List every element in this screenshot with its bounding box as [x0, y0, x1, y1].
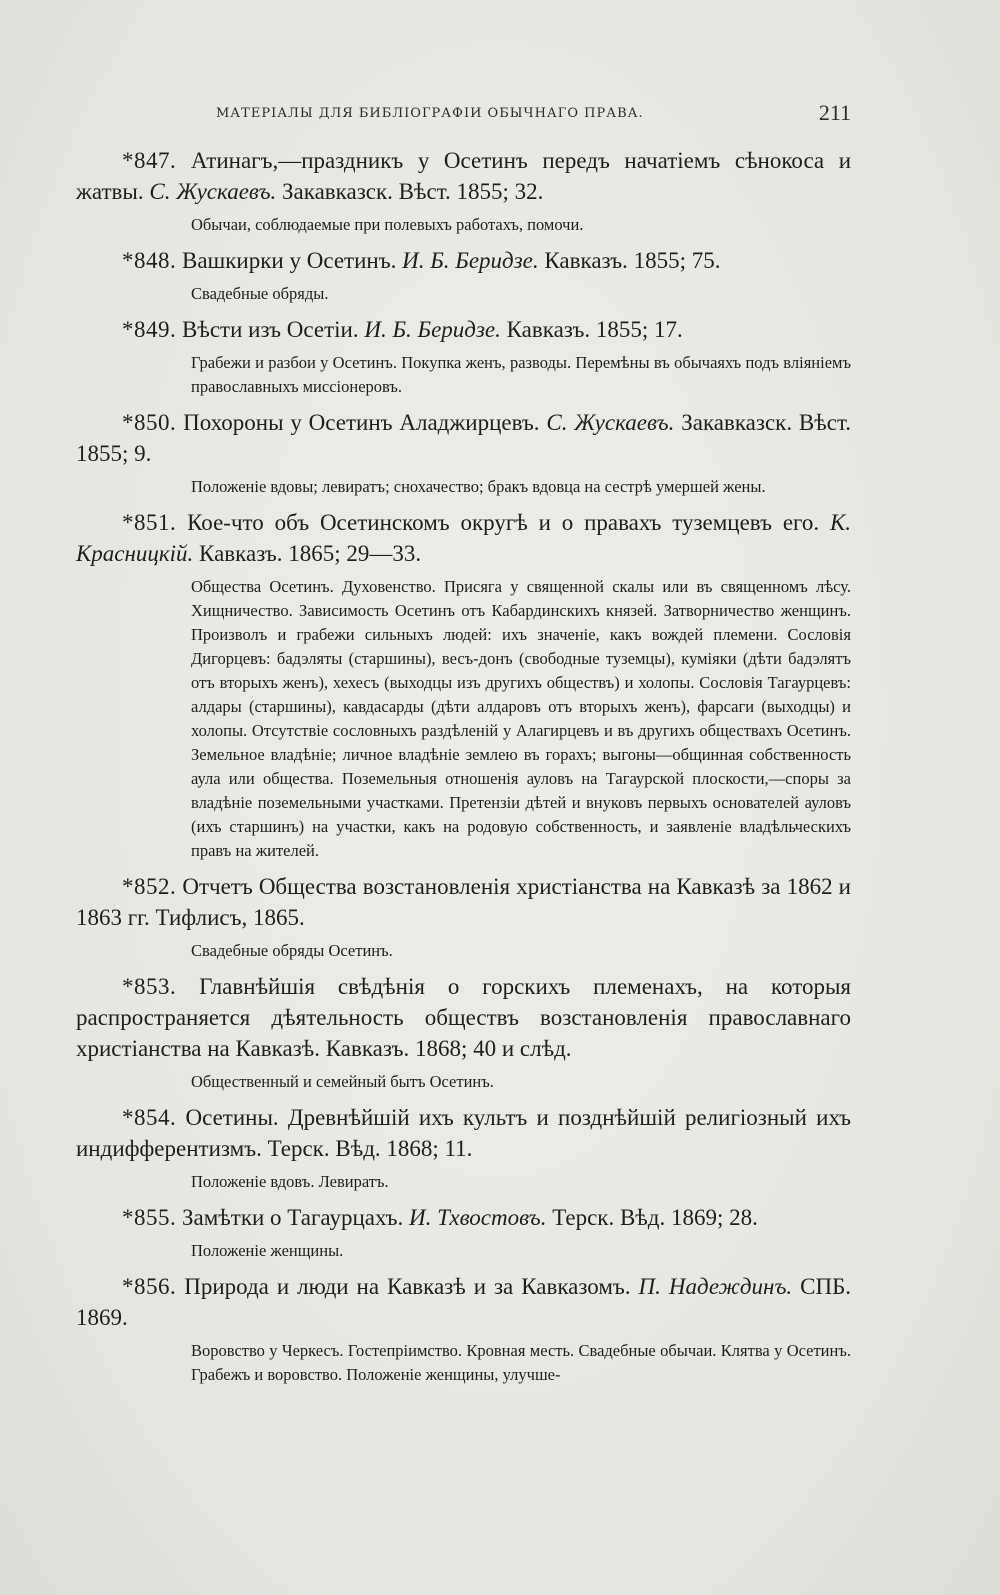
page-body [76, 145, 851, 1395]
entry-note: Положеніе женщины. [191, 1241, 344, 1260]
entry-note: Воровство у Черкесъ. Гостепріимство. Кровная месть. Свадебные обычаи. Клятва у Осетинъ. Грабежъ и воровство. Положеніе женщины, улучше- [191, 1341, 851, 1384]
entry-847 [76, 145, 851, 237]
entry-title-text: Вѣсти изъ Осетіи. [182, 317, 359, 342]
entry-source: Терск. Вѣд. 1869; 28. [552, 1205, 758, 1230]
running-title: МАТЕРІАЛЫ ДЛЯ БИБЛІОГРАФІИ ОБЫЧНАГО ПРАВА. [216, 106, 644, 121]
entry-note: Положеніе вдовъ. Левиратъ. [191, 1172, 389, 1191]
entry-854 [76, 1102, 851, 1194]
entry-source: Кавказъ. 1868; 40 и слѣд. [325, 1036, 572, 1061]
entry-number: *855. [122, 1205, 177, 1230]
entry-number: *854. [122, 1105, 177, 1130]
entry-author: К. Красницкій. [76, 510, 852, 566]
entry-number: *847. [122, 148, 177, 173]
entry-title-text: Главнѣйшія свѣдѣнія о горскихъ племенахъ, на которыя распространяется дѣятельность обществъ возстановленія православнаго христіанства на Кавказѣ. [76, 974, 851, 1061]
entry-title-text: Кое-что объ Осетинскомъ округѣ и о правахъ туземцевъ его. [187, 510, 820, 535]
entry-title [76, 1102, 851, 1164]
entry-title-text: Природа и люди на Кавказѣ и за Кавказомъ. [184, 1274, 631, 1299]
entry-source: Закавказск. Вѣст. 1855; 9. [76, 410, 852, 466]
entry-author: И. Тхвостовъ. [409, 1205, 547, 1230]
entry-number: *853. [122, 974, 177, 999]
entry-title-text: Атинагъ,—праздникъ у Осетинъ передъ начатіемъ сѣнокоса и жатвы. [76, 148, 852, 204]
entry-title-text: Замѣтки о Тагаурцахъ. [182, 1205, 404, 1230]
entry-author: И. Б. Беридзе. [364, 317, 501, 342]
entry-856 [76, 1271, 851, 1387]
page-number: 211 [818, 100, 851, 125]
page-header [76, 100, 851, 130]
entry-note: Общества Осетинъ. Духовенство. Присяга у священной скалы или въ священномъ лѣсу. Хищничество. Зависимость Осетинъ отъ Кабардинскихъ князей. Затворничество женщинъ. Произволъ и грабежи сильныхъ людей: ихъ значеніе, какъ вождей племени. Сословія Дигорцевъ: бадэляты (старшины), весъ-донъ (свободные туземцы), куміяки (дѣти бадэлятъ отъ вторыхъ женъ), хехесъ (выходцы изъ другихъ обществъ) и холопы. Сословія Тагаурцевъ: алдары (старшины), кавдасарды (дѣти алдаровъ отъ вторыхъ женъ), фарсаги (выходцы) и холопы. Отсутствіе сословныхъ раздѣленій у Алагирцевъ и въ другихъ обществахъ Осетинъ. Земельное владѣніе; личное владѣніе землею въ горахъ; выгоны—общинная собственность аула или общества. Поземельныя отношенія ауловъ на Тагаурской плоскости,—споры за владѣніе поземельными участками. Претензіи дѣтей и внуковъ первыхъ основателей ауловъ (ихъ старшинъ) на участки, какъ на родовую собственность, и заявленіе владѣльческихъ правъ на жителей. [191, 577, 851, 860]
entry-source: Закавказск. Вѣст. 1855; 32. [282, 179, 544, 204]
entry-852 [76, 871, 851, 963]
entry-note: Обычаи, соблюдаемые при полевыхъ работахъ, помочи. [191, 215, 584, 234]
entry-source: Терск. Вѣд. 1868; 11. [267, 1136, 473, 1161]
entry-title-text: Вашкирки у Осетинъ. [182, 248, 397, 273]
entry-851 [76, 507, 851, 863]
entry-title [76, 1271, 851, 1333]
entry-note: Общественный и семейный бытъ Осетинъ. [191, 1072, 494, 1091]
entry-849 [76, 314, 851, 399]
entry-number: *856. [122, 1274, 177, 1299]
entry-title [76, 1202, 851, 1233]
entry-855 [76, 1202, 851, 1263]
entry-source: СПБ. 1869. [76, 1274, 852, 1330]
entry-853 [76, 971, 851, 1094]
entry-source: Кавказъ. 1855; 17. [506, 317, 683, 342]
entry-title [76, 314, 851, 345]
entry-title [76, 507, 851, 569]
entry-title [76, 245, 851, 276]
entry-number: *849. [122, 317, 177, 342]
entry-author: С. Жускаевъ. [546, 410, 675, 435]
entry-title-text: Похороны у Осетинъ Аладжирцевъ. [183, 410, 540, 435]
entry-note: Положеніе вдовы; левиратъ; снохачество; бракъ вдовца на сестрѣ умершей жены. [191, 477, 766, 496]
entry-title [76, 407, 851, 469]
entry-note: Свадебные обряды. [191, 284, 329, 303]
entry-title-text: Отчетъ Общества возстановленія христіанства на Кавказѣ за 1862 и 1863 гг. Тифлисъ, 1865. [76, 874, 851, 930]
entry-850 [76, 407, 851, 499]
entry-title [76, 871, 851, 933]
entry-number: *848. [122, 248, 177, 273]
entry-title [76, 145, 851, 207]
entry-source: Кавказъ. 1855; 75. [544, 248, 721, 273]
entry-author: П. Надеждинъ. [638, 1274, 793, 1299]
entry-title [76, 971, 851, 1064]
entry-source: Кавказъ. 1865; 29—33. [199, 541, 422, 566]
entry-author: С. Жускаевъ. [149, 179, 277, 204]
entry-title-text: Осетины. Древнѣйшій ихъ культъ и позднѣйшій религіозный ихъ индифферентизмъ. [76, 1105, 851, 1161]
entry-number: *851. [122, 510, 177, 535]
entry-note: Грабежи и разбои у Осетинъ. Покупка женъ, разводы. Перемѣны въ обычаяхъ подъ вліяніемъ православныхъ миссіонеровъ. [191, 353, 851, 396]
entry-number: *850. [122, 410, 177, 435]
entry-note: Свадебные обряды Осетинъ. [191, 941, 393, 960]
entry-848 [76, 245, 851, 306]
entry-author: И. Б. Беридзе. [402, 248, 539, 273]
entry-number: *852. [122, 874, 177, 899]
